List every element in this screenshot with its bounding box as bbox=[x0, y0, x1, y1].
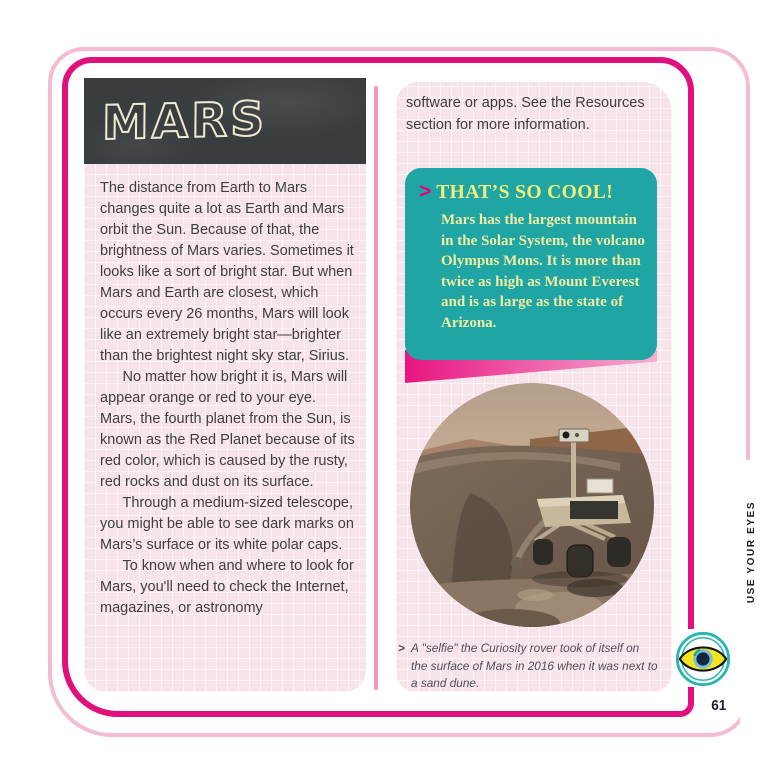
caption-arrow-marker: > bbox=[398, 641, 405, 655]
callout-arrow-marker: > bbox=[419, 180, 432, 203]
caption-text: A "selfie" the Curiosity rover took of itself on the surface of Mars in 2016 when it was next to a sand dune. bbox=[411, 641, 658, 690]
column-divider bbox=[374, 86, 378, 690]
sidebar-section-label: USE YOUR EYES bbox=[745, 500, 757, 604]
eye-icon bbox=[674, 630, 732, 688]
page-number: 61 bbox=[711, 697, 727, 714]
callout-title: THAT’S SO COOL! bbox=[436, 182, 614, 203]
chalkboard-header bbox=[84, 78, 366, 164]
article-paragraph: No matter how bright it is, Mars will appear orange or red to your eye. Mars, the fourth planet from the Sun, is known as the Red Planet because of its red color, which is caused by the rusty, red rocks and dust on its surface. bbox=[100, 369, 355, 490]
article-paragraph: The distance from Earth to Mars changes quite a lot as Earth and Mars orbit the Sun. Because of that, the brightness of Mars varies. Sometimes it looks like a sort of bright star. But when Mars and Earth are closest, which occurs every 26 months, Mars will look like an extremely bright star—brighter than the brightest night sky star, Sirius. bbox=[100, 180, 354, 364]
article-continuation: software or apps. See the Resources section for more information. bbox=[406, 95, 645, 133]
article-paragraph: To know when and where to look for Mars, you'll need to check the Internet, magazines, or astronomy bbox=[100, 558, 354, 616]
left-text-panel bbox=[84, 164, 366, 692]
article-body bbox=[100, 178, 356, 619]
callout-body: Mars has the largest mountain in the Solar System, the volcano Olympus Mons. It is more than twice as high as Mount Everest and is as large as the state of Arizona. bbox=[441, 212, 645, 331]
curiosity-rover-photo bbox=[410, 383, 654, 627]
page-title: MARS bbox=[101, 91, 268, 151]
thats-so-cool-callout bbox=[405, 168, 657, 360]
callout-title-row bbox=[419, 180, 613, 204]
article-paragraph: Through a medium-sized telescope, you might be able to see dark marks on Mars’s surface or its white polar caps. bbox=[100, 495, 354, 553]
photo-caption bbox=[398, 640, 658, 693]
